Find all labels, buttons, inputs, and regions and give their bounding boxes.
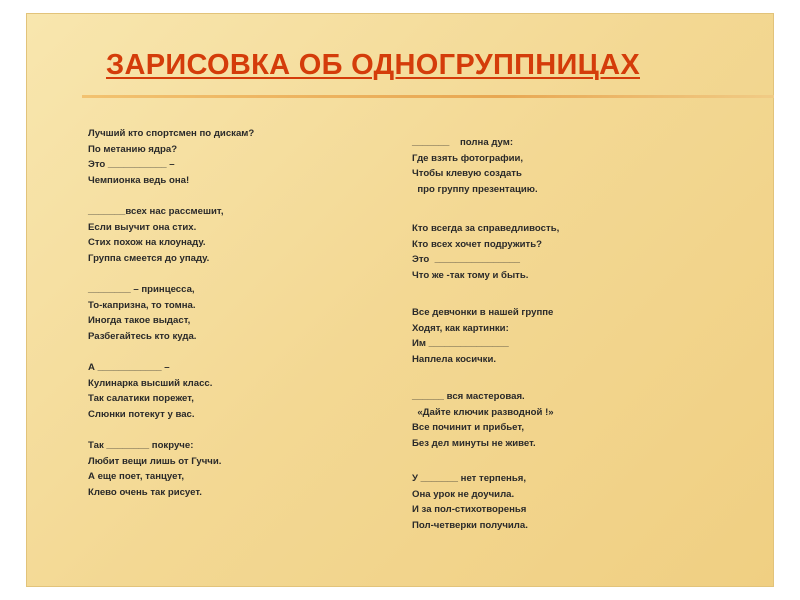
poem-line: ______ вся мастеровая.	[412, 391, 525, 402]
poem-line: Где взять фотографии,	[412, 152, 524, 164]
poem-line: Наплела косички.	[412, 353, 497, 365]
poem-line: Это ___________ –	[88, 159, 175, 170]
poem-line: Если выучит она стих.	[88, 221, 197, 233]
poem-line: Клево очень так рисует.	[88, 486, 202, 498]
poem-line: Слюнки потекут у вас.	[88, 408, 195, 420]
poem-line: Она урок не доучила.	[412, 488, 515, 500]
poem-line: Разбегайтесь кто куда.	[88, 330, 197, 342]
slide-title: ЗАРИСОВКА ОБ ОДНОГРУППНИЦАХ	[106, 49, 640, 81]
stanza	[412, 305, 712, 367]
poem-line: Группа смеется до упаду.	[88, 252, 210, 264]
poem-line: Что же -так тому и быть.	[412, 269, 529, 281]
poem-line: А ____________ –	[88, 362, 170, 373]
poem-line: Так ________ покруче:	[88, 440, 194, 451]
poem-line: Пол-четверки получила.	[412, 519, 528, 531]
poem-line: И за пол-стихотворенья	[412, 504, 527, 515]
poem-line: Иногда такое выдаст,	[88, 315, 191, 326]
poem-line: Кулинарка высший класс.	[88, 377, 213, 389]
stanza	[88, 126, 388, 188]
poem-line: Лучший кто спортсмен по дискам?	[88, 128, 255, 139]
poem-line: Без дел минуты не живет.	[412, 437, 536, 449]
poem-column-right	[412, 135, 712, 533]
poem-line: Кто всех хочет подружить?	[412, 238, 542, 250]
poem-line: То-капризна, то томна.	[88, 299, 196, 311]
stanza	[88, 360, 388, 422]
stanza	[88, 438, 388, 500]
poem-column-left	[88, 126, 388, 500]
poem-line: Ходят, как картинки:	[412, 322, 509, 334]
poem-line: _______всех нас рассмешит,	[88, 206, 224, 217]
poem-line: Кто всегда за справедливость,	[412, 223, 560, 234]
poem-line: Чемпионка ведь она!	[88, 174, 190, 186]
poem-line: Им _______________	[412, 338, 509, 349]
poem-line: Так салатики порежет,	[88, 393, 194, 404]
stanza	[412, 471, 712, 533]
poem-line: «Дайте ключик разводной !»	[412, 406, 554, 418]
stanza	[412, 389, 712, 451]
poem-line: У _______ нет терпенья,	[412, 473, 526, 484]
poem-line: про группу презентацию.	[412, 183, 538, 195]
poem-line: Это ________________	[412, 254, 520, 265]
poem-line: _______ полна дум:	[412, 137, 514, 148]
title-bar	[82, 39, 774, 93]
poem-line: По метанию ядра?	[88, 143, 178, 155]
stanza	[412, 221, 712, 283]
poem-line: ________ – принцесса,	[88, 284, 195, 295]
poem-line: Все девчонки в нашей группе	[412, 307, 554, 318]
poem-line: Любит вещи лишь от Гуччи.	[88, 455, 222, 467]
poem-line: Чтобы клевую создать	[412, 168, 522, 179]
title-divider	[82, 95, 774, 98]
poem-line: Все починит и прибьет,	[412, 422, 524, 433]
stanza	[412, 135, 712, 197]
poem-line: А еще поет, танцует,	[88, 471, 184, 482]
stanza	[88, 282, 388, 344]
poem-line: Стих похож на клоунаду.	[88, 237, 206, 248]
stanza	[88, 204, 388, 266]
